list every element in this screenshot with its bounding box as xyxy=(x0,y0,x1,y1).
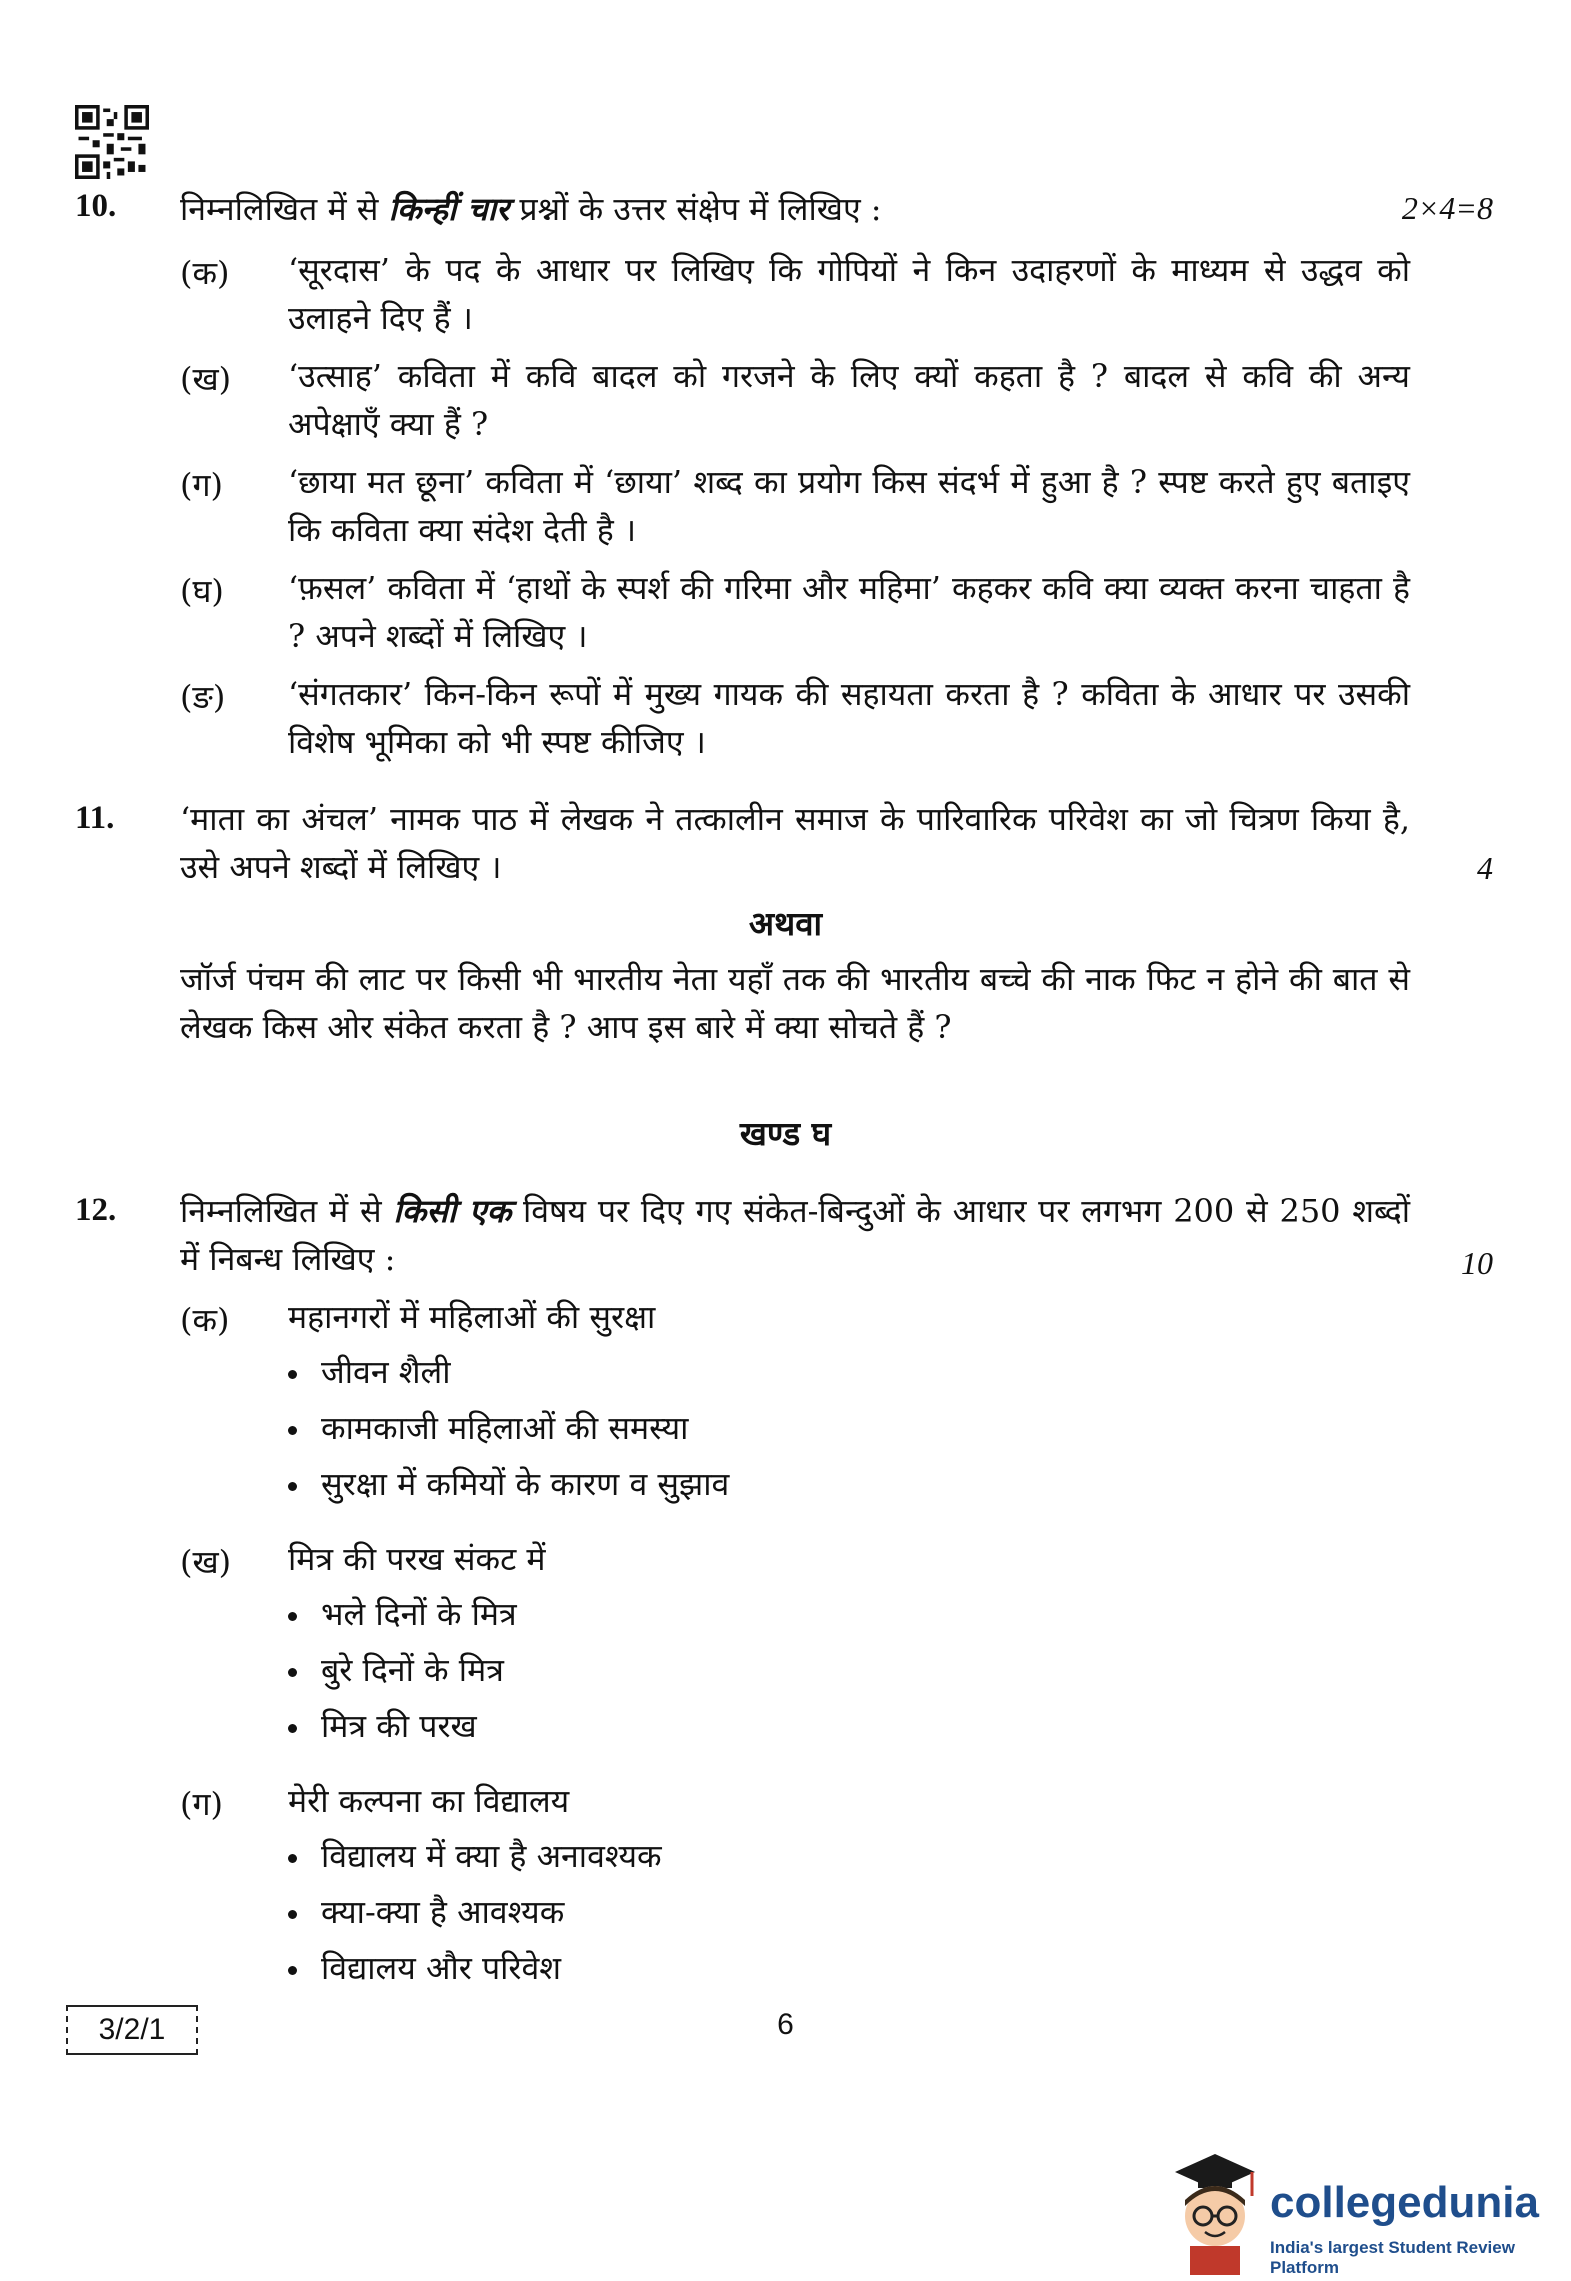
bullet-icon xyxy=(288,1724,297,1733)
question-marks: 10 xyxy=(1461,1245,1493,1281)
brand-tagline: India's largest Student Review Platform xyxy=(1270,2238,1515,2277)
item-label: (ग) xyxy=(180,466,223,504)
list-item: भले दिनों के मित्र xyxy=(288,1592,517,1635)
item-text: ‘उत्साह’ कविता में कवि बादल को गरजने के लिए क्यों कहता है ? बादल से कवि की अन्य अपेक्षाएँ क्या हैं ? xyxy=(288,357,1410,443)
bullet-icon xyxy=(288,1854,297,1863)
question-number: 12. xyxy=(75,1192,117,1228)
topic-title: मेरी कल्पना का विद्यालय xyxy=(288,1782,570,1820)
bullet-icon xyxy=(288,1426,297,1435)
mascot-icon xyxy=(1160,2150,1270,2275)
question-number: 11. xyxy=(75,800,115,836)
bullet-icon xyxy=(288,1910,297,1919)
paper-code: 3/2/1 xyxy=(66,2005,198,2055)
item-text: ‘संगतकार’ किन-किन रूपों में मुख्य गायक की सहायता करता है ? कविता के आधार पर उसकी विशेष भूमिका को भी स्पष्ट कीजिए । xyxy=(288,675,1410,761)
bullet-icon xyxy=(288,1370,297,1379)
bullet-icon xyxy=(288,1668,297,1677)
item-text: ‘फ़सल’ कविता में ‘हाथों के स्पर्श की गरिमा और महिमा’ कहकर कवि क्या व्यक्त करना चाहता है ? अपने शब्दों में लिखिए । xyxy=(288,569,1410,655)
question-marks: 2×4=8 xyxy=(1401,190,1493,226)
bullet-icon xyxy=(288,1612,297,1621)
page-number: 6 xyxy=(777,2008,794,2041)
item-text: ‘सूरदास’ के पद के आधार पर लिखिए कि गोपियों ने किन उदाहरणों के माध्यम से उद्धव को उलाहने दिए हैं । xyxy=(288,251,1410,337)
list-item: मित्र की परख xyxy=(288,1704,477,1747)
list-item: सुरक्षा में कमियों के कारण व सुझाव xyxy=(288,1462,729,1505)
question-text: ‘माता का अंचल’ नामक पाठ में लेखक ने तत्कालीन समाज के पारिवारिक परिवेश का जो चित्रण किया है, उसे अपने शब्दों में लिखिए । xyxy=(180,800,1410,886)
topic-label: (क) xyxy=(180,1301,230,1339)
topic-label: (ग) xyxy=(180,1785,223,1823)
item-text: ‘छाया मत छूना’ कविता में ‘छाया’ शब्द का प्रयोग किस संदर्भ में हुआ है ? स्पष्ट करते हुए बताइए कि कविता क्या संदेश देती है । xyxy=(288,463,1410,549)
topic-label: (ख) xyxy=(180,1543,232,1581)
list-item: कामकाजी महिलाओं की समस्या xyxy=(288,1406,688,1449)
list-item: विद्यालय में क्या है अनावश्यक xyxy=(288,1834,662,1877)
question-number: 10. xyxy=(75,188,117,224)
section-title: खण्ड घ xyxy=(739,1114,832,1153)
question-intro: निम्नलिखित में से किसी एक विषय पर दिए गए संकेत-बिन्दुओं के आधार पर लगभग 200 से 250 शब्दों में निबन्ध लिखिए : xyxy=(180,1192,1410,1278)
item-label: (ङ) xyxy=(180,678,226,716)
bullet-icon xyxy=(288,1482,297,1491)
question-marks: 4 xyxy=(1477,850,1493,886)
or-label: अथवा xyxy=(748,904,823,943)
brand-name: collegedunia xyxy=(1270,2178,1539,2227)
item-label: (घ) xyxy=(180,572,224,610)
qr-code-icon xyxy=(75,105,149,179)
alternative-question-text: जॉर्ज पंचम की लाट पर किसी भी भारतीय नेता यहाँ तक की भारतीय बच्चे की नाक फिट न होने की बात से लेखक किस ओर संकेत करता है ? आप इस बारे में क्या सोचते हैं ? xyxy=(180,960,1410,1046)
list-item: विद्यालय और परिवेश xyxy=(288,1946,561,1989)
bullet-icon xyxy=(288,1966,297,1975)
list-item: बुरे दिनों के मित्र xyxy=(288,1648,504,1691)
list-item: जीवन शैली xyxy=(288,1350,451,1393)
item-label: (ख) xyxy=(180,360,232,398)
question-intro: निम्नलिखित में से किन्हीं चार प्रश्नों के उत्तर संक्षेप में लिखिए : xyxy=(180,190,882,228)
topic-title: मित्र की परख संकट में xyxy=(288,1540,546,1578)
list-item: क्या-क्या है आवश्यक xyxy=(288,1890,564,1933)
item-label: (क) xyxy=(180,254,230,292)
topic-title: महानगरों में महिलाओं की सुरक्षा xyxy=(288,1298,656,1336)
